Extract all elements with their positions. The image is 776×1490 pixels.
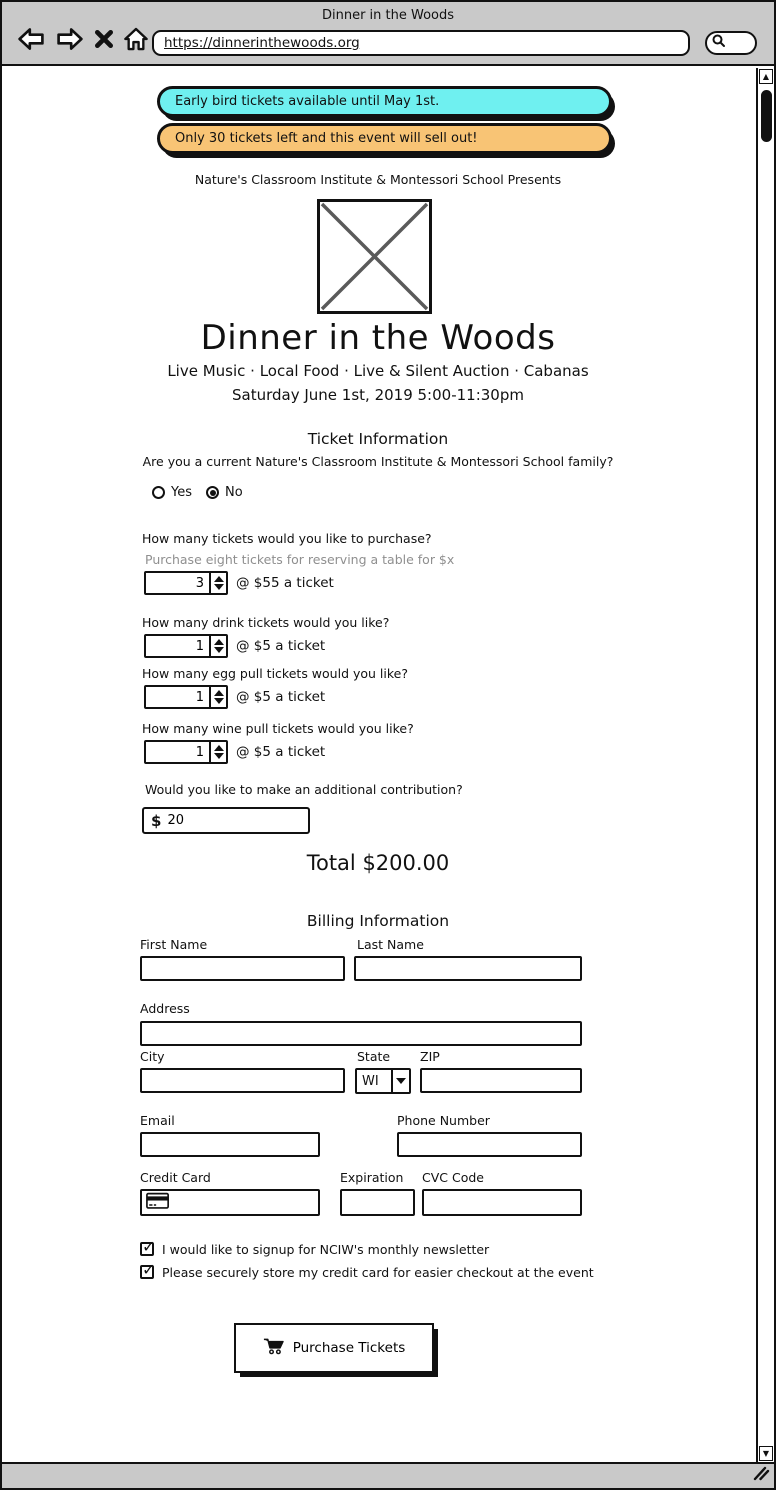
purchase-button-label: Purchase Tickets [292,1340,406,1356]
radio-option-no[interactable] [206,485,243,500]
cart-icon [263,1337,285,1360]
city-input[interactable] [140,1068,345,1093]
newsletter-checkbox[interactable] [140,1237,156,1256]
newsletter-checkbox-row[interactable] [140,1237,490,1257]
ticket-price-label: @ $55 a ticket [236,575,334,591]
home-icon [123,26,149,56]
spinner-up-icon[interactable] [214,576,224,582]
spinner-up-icon[interactable] [214,690,224,696]
contribution-field[interactable] [142,807,310,834]
tickets-left-banner-text: Only 30 tickets left and this event will sell out! [175,131,478,146]
zip-input[interactable] [420,1068,582,1093]
address-input[interactable] [140,1021,582,1046]
store-card-checkbox[interactable] [140,1260,156,1279]
cvc-input[interactable] [422,1189,582,1216]
status-bar [2,1462,774,1488]
spinner-down-icon[interactable] [214,647,224,653]
egg-quantity-input[interactable] [146,687,209,707]
contribution-input[interactable] [167,813,267,828]
ticket-quantity-stepper [144,571,228,595]
table-reserve-hint: Purchase eight tickets for reserving a table for $x [145,552,455,567]
ticket-quantity-spinner[interactable] [209,573,226,593]
drink-quantity-spinner[interactable] [209,636,226,656]
currency-symbol: $ [151,811,162,830]
wine-quantity-input[interactable] [146,742,209,762]
radio-no-label: No [225,485,243,500]
wine-price-label: @ $5 a ticket [236,744,326,760]
forward-button[interactable] [55,27,85,55]
early-bird-banner [157,86,612,117]
radio-option-yes[interactable] [152,485,192,500]
egg-pull-question: How many egg pull tickets would you like? [142,666,408,681]
chevron-down-icon [396,1078,406,1084]
url-text[interactable]: https://dinnerinthewoods.org [164,35,360,51]
home-button[interactable] [123,26,149,56]
phone-input[interactable] [397,1132,582,1157]
event-image-placeholder [317,199,432,314]
back-arrow-icon [16,27,46,55]
store-card-checkbox-row[interactable] [140,1260,594,1280]
url-bar[interactable] [152,30,690,56]
purchase-tickets-button[interactable] [234,1323,434,1373]
wine-quantity-stepper [144,740,228,764]
browser-chrome [2,2,774,66]
scroll-down-button[interactable] [759,1446,773,1461]
scroll-up-button[interactable] [759,69,773,84]
scroll-down-icon: ▼ [762,1448,770,1458]
egg-quantity-spinner[interactable] [209,687,226,707]
contribution-question: Would you like to make an additional contribution? [145,782,463,797]
ticket-info-heading: Ticket Information [307,430,449,448]
zip-label: ZIP [420,1049,440,1064]
spinner-up-icon[interactable] [214,639,224,645]
first-name-label: First Name [140,937,208,952]
expiration-label: Expiration [340,1170,404,1185]
tickets-left-banner [157,123,612,154]
event-subtitle: Live Music · Local Food · Live & Silent Auction · Cabanas [167,362,589,380]
radio-no-icon[interactable] [206,486,219,499]
wine-quantity-spinner[interactable] [209,742,226,762]
presenter-text: Nature's Classroom Institute & Montessori School Presents [194,172,562,187]
radio-yes-label: Yes [171,485,192,500]
total-amount: Total $200.00 [306,851,450,875]
tickets-question: How many tickets would you like to purchase? [142,531,432,546]
address-label: Address [140,1001,190,1016]
vertical-scrollbar[interactable] [756,68,774,1462]
city-label: City [140,1049,165,1064]
image-x-icon [320,202,429,311]
window-title: Dinner in the Woods [321,8,455,23]
forward-arrow-icon [55,27,85,55]
first-name-input[interactable] [140,956,345,981]
checkmark-icon: ✓ [142,1237,156,1256]
drink-quantity-input[interactable] [146,636,209,656]
state-select[interactable] [355,1068,411,1094]
event-datetime: Saturday June 1st, 2019 5:00-11:30pm [232,386,524,404]
ticket-quantity-input[interactable] [146,573,209,593]
egg-price-label: @ $5 a ticket [236,689,326,705]
spinner-down-icon[interactable] [214,584,224,590]
drink-quantity-stepper [144,634,228,658]
spinner-up-icon[interactable] [214,745,224,751]
page-title: Dinner in the Woods [200,318,556,358]
resize-grip-icon[interactable] [752,1465,770,1485]
newsletter-checkbox-label: I would like to signup for NCIW's monthly newsletter [162,1242,490,1257]
expiration-input[interactable] [340,1189,415,1216]
stop-button[interactable] [94,28,114,54]
drink-tickets-question: How many drink tickets would you like? [142,615,390,630]
credit-card-input[interactable] [140,1189,320,1216]
credit-card-label: Credit Card [140,1170,211,1185]
store-card-checkbox-label: Please securely store my credit card for easier checkout at the event [162,1265,594,1280]
select-dropdown-button[interactable] [391,1070,409,1092]
back-button[interactable] [16,27,46,55]
credit-card-icon [146,1192,170,1214]
last-name-label: Last Name [357,937,424,952]
family-question: Are you a current Nature's Classroom Institute & Montessori School family? [142,454,614,469]
email-label: Email [140,1113,175,1128]
last-name-input[interactable] [354,956,582,981]
wine-pull-question: How many wine pull tickets would you like? [142,721,414,736]
spinner-down-icon[interactable] [214,753,224,759]
state-value: WI [362,1073,379,1089]
spinner-down-icon[interactable] [214,698,224,704]
cvc-label: CVC Code [422,1170,484,1185]
scrollbar-thumb[interactable] [761,90,772,142]
search-icon [711,33,727,53]
radio-yes-icon[interactable] [152,486,165,499]
drink-price-label: @ $5 a ticket [236,638,326,654]
search-box[interactable] [705,31,757,55]
email-input[interactable] [140,1132,320,1157]
family-radio-group [152,485,243,500]
billing-heading: Billing Information [306,912,450,930]
scroll-up-icon: ▲ [762,71,770,81]
state-label: State [357,1049,391,1064]
early-bird-banner-text: Early bird tickets available until May 1st. [175,94,440,109]
stop-x-icon [94,28,114,54]
phone-label: Phone Number [397,1113,490,1128]
egg-quantity-stepper [144,685,228,709]
checkmark-icon: ✓ [142,1260,156,1279]
